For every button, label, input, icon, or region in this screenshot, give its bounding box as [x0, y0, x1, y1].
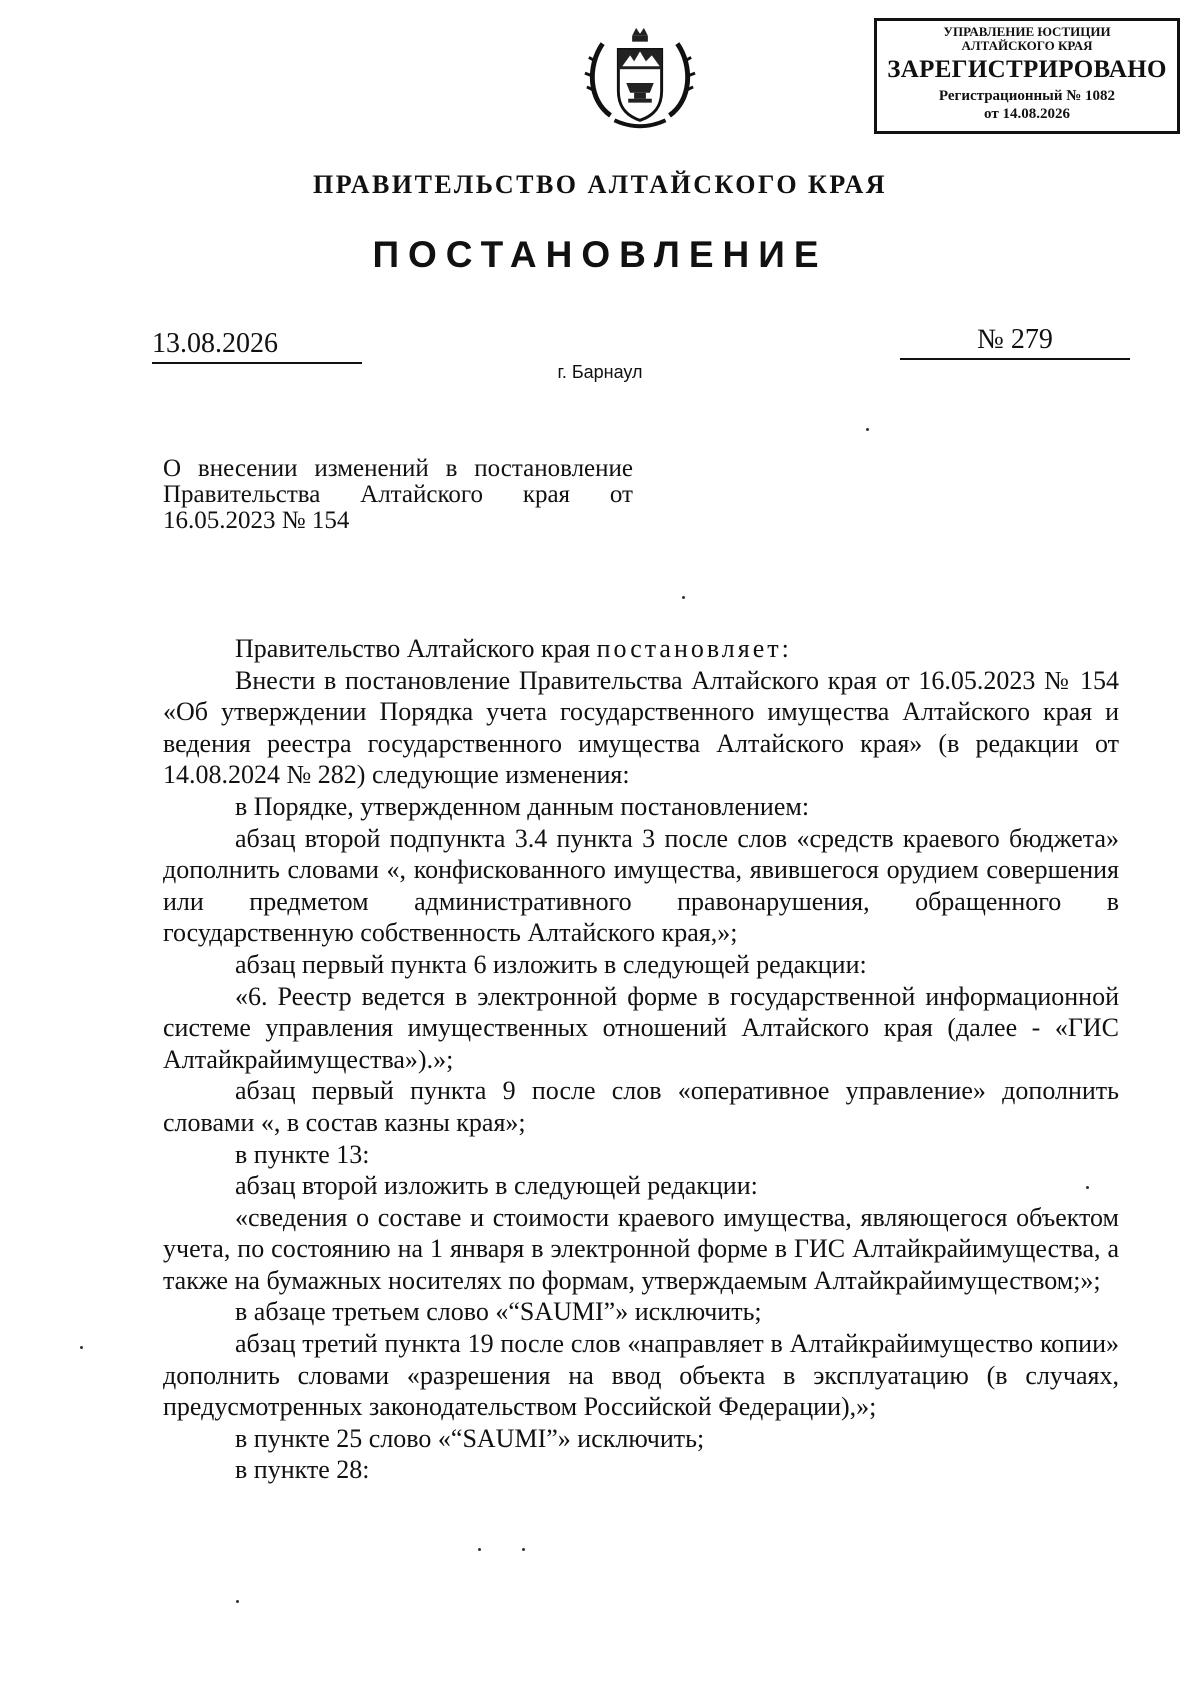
document-body — [163, 633, 1119, 1486]
body-paragraph: абзац третий пункта 19 после слов «направляет в Алтайкрайимущество копии» дополнить словами «разрешения на ввод объекта в эксплуатацию (в случаях, предусмотренных законодательством Российской Федерации),»; — [163, 1329, 1119, 1422]
stamp-authority-line1: УПРАВЛЕНИЕ ЮСТИЦИИ — [943, 24, 1111, 39]
stamp-reg-number: Регистрационный № 1082 — [938, 88, 1116, 104]
body-paragraph: в абзаце третьем слово «“SAUMI”» исключить; — [235, 1297, 762, 1327]
scan-speck — [1086, 1186, 1089, 1189]
body-paragraph: Внести в постановление Правительства Алтайского края от 16.05.2023 № 154 «Об утверждении Порядка учета государственного имущества Алтайского края и ведения реестра государственного имущества Алтайского края» (в редакции от 14.08.2024 № 282) следующие изменения: — [163, 665, 1119, 790]
body-paragraph: абзац второй подпункта 3.4 пункта 3 после слов «средств краевого бюджета» дополнить словами «, конфискованного имущества, явившегося орудием совершения или предметом административного правонарушения, обращенного в государственную собственность Алтайского края,»; — [163, 823, 1119, 948]
document-city: г. Барнаул — [557, 362, 643, 382]
intro-suffix: : — [781, 634, 789, 663]
body-paragraph: в пункте 28: — [235, 1455, 370, 1485]
body-paragraph: в пункте 25 слово «“SAUMI”» исключить; — [235, 1423, 705, 1453]
document-date: 13.08.2026 — [152, 328, 362, 364]
stamp-status: ЗАРЕГИСТРИРОВАНО — [887, 56, 1167, 83]
intro-verb: постановляет — [596, 634, 782, 663]
scan-speck — [682, 596, 685, 599]
intro-prefix: Правительство Алтайского края — [235, 634, 597, 663]
stamp-authority-line2: АЛТАЙСКОГО КРАЯ — [961, 38, 1093, 53]
scan-speck — [80, 1346, 83, 1349]
body-paragraph: абзац второй изложить в следующей редакции: — [235, 1171, 758, 1201]
body-paragraph: «6. Реестр ведется в электронной форме в государственной информационной системе управления имущественных отношений Алтайского края (далее - «ГИС Алтайкрайимущества»).»; — [163, 981, 1119, 1074]
body-paragraph: «сведения о составе и стоимости краевого имущества, являющегося объектом учета, по состоянию на 1 января в электронной форме в ГИС Алтайкрайимущества, а также на бумажных носителях по формам, утверждаемым Алтайкрайимуществом;»; — [163, 1202, 1119, 1295]
document-type-title: ПОСТАНОВЛЕНИЕ — [372, 234, 828, 275]
scan-speck — [522, 1548, 525, 1551]
scan-speck — [478, 1548, 481, 1551]
document-subject: О внесении изменений в постановление Правительства Алтайского края от 16.05.2023 № 154 — [163, 455, 633, 534]
body-paragraph: абзац первый пункта 9 после слов «оперативное управление» дополнить словами «, в состав казны края»; — [163, 1076, 1119, 1137]
scan-speck — [866, 428, 869, 431]
coat-of-arms-emblem — [581, 22, 699, 140]
body-paragraph: в Порядке, утвержденном данным постановлением: — [235, 791, 810, 821]
scan-speck — [236, 1600, 239, 1603]
stamp-reg-date: от 14.08.2026 — [984, 106, 1070, 122]
document-number: № 279 — [900, 324, 1130, 360]
government-title: ПРАВИТЕЛЬСТВО АЛТАЙСКОГО КРАЯ — [312, 170, 888, 199]
body-intro — [163, 633, 1119, 665]
body-paragraph: в пункте 13: — [235, 1139, 370, 1169]
body-paragraph: абзац первый пункта 6 изложить в следующей редакции: — [235, 949, 867, 979]
registration-stamp — [874, 18, 1180, 134]
